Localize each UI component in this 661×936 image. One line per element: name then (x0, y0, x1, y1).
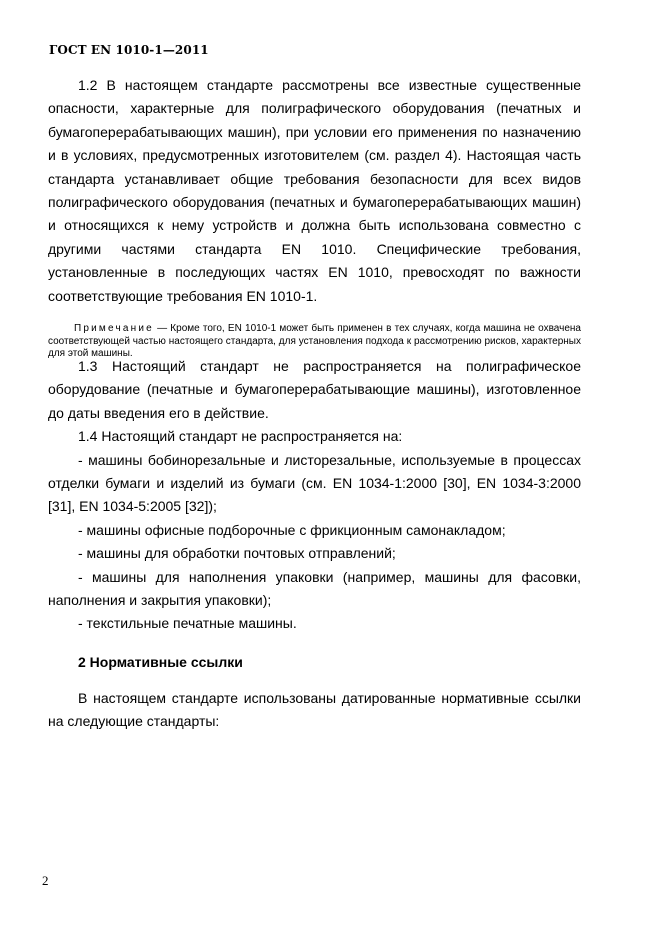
note-text: — Кроме того, EN 1010-1 может быть применен в тех случаях, когда машина не охвачена соответствующей частью настоящего стандарта, для установления подхода к рассмотрению рисков, характерных для этой машины. (48, 323, 581, 359)
list-item: - машины для наполнения упаковки (например, машины для фасовки, наполнения и закрытия упаковки); (48, 568, 581, 609)
list-item: - машины бобинорезальные и листорезальные, используемые в процессах отделки бумаги и изделий из бумаги (см. EN 1034-1:2000 [30], EN 1034-3:2000 [31], EN 1034-5:2005 [32]); (48, 451, 581, 515)
list-item: - машины офисные подборочные с фрикционным самонакладом; (78, 521, 506, 538)
page-number: 2 (42, 873, 49, 888)
list-item: - текстильные печатные машины. (78, 615, 297, 632)
note-label: Примечание (74, 323, 154, 334)
paragraph-1-4-intro: 1.4 Настоящий стандарт не распространяется на: (78, 428, 403, 445)
paragraph-1-2: 1.2 В настоящем стандарте рассмотрены все известные существенные опасности, характерные для полиграфического оборудования (печатных и бумагоперерабатывающих машин), при условии его применения по назначению и в условиях, предусмотренных изготовителем (см. раздел 4). Настоящая часть стандарта устанавливает общие требования безопасности для всех видов полиграфического оборудования (печатных и бумагоперерабатывающих машин) и относящихся к нему устройств и должна быть использована совместно с другими частями стандарта EN 1010. Специфические требования, установленные в последующих частях EN 1010, превосходят по важности соответствующие требования EN 1010-1. (48, 77, 581, 304)
list-item: - машины для обработки почтовых отправлений; (78, 545, 396, 562)
paragraph-2: В настоящем стандарте использованы датированные нормативные ссылки на следующие стандарты: (48, 690, 581, 730)
section-1-3-and-1-4 (48, 355, 581, 636)
section-1-2 (48, 74, 581, 308)
section-2-heading: 2 Нормативные ссылки (78, 654, 243, 670)
document-header: ГОСТ EN 1010-1—2011 (49, 43, 209, 57)
section-2 (48, 687, 581, 734)
paragraph-1-3: 1.3 Настоящий стандарт не распространяется на полиграфическое оборудование (печатные и бумагоперерабатывающие машины), изготовленное до даты введения его в действие. (48, 358, 581, 421)
